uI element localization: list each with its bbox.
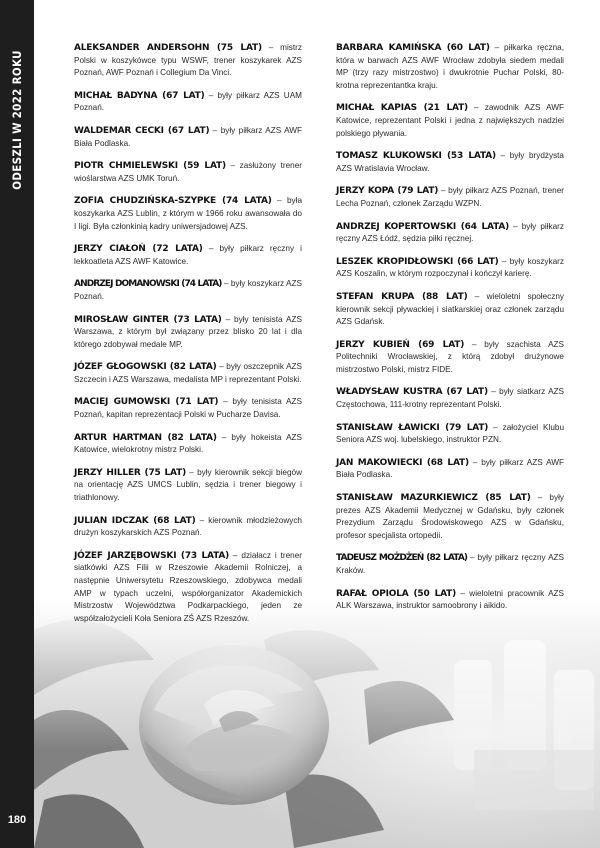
obituary-entry (74, 90, 302, 115)
person-description: – były kierownik sekcji biegów na orientację AZS UMCS Lublin, sędzia i trener biegowy i triathlonowy. (74, 467, 302, 503)
person-name: ALEKSANDER ANDERSOHN (75 LAT) (74, 43, 262, 53)
person-description: – były tenisista AZS Poznań, kapitan reprezentacji Polski w Pucharze Davisa. (74, 397, 302, 420)
person-description: – były oszczepnik AZS Szczecin i AZS Warszawa, medalista MP i reprezentant Polski. (74, 362, 302, 384)
person-name: ARTUR HARTMAN (82 LATA) (74, 432, 217, 443)
obituary-entry (74, 278, 302, 303)
person-description: – były prezes AZS Akademii Medycznej w Gdańsku, były członek Prezydium Zarządu Środowiskowego AZS w Gdańsku, profesor specjalista ortopedii. (336, 493, 564, 540)
person-description: – były siatkarz AZS Częstochowa, 111-krotny reprezentant Polski. (336, 387, 564, 410)
obituary-entry (336, 552, 564, 577)
obituary-entry (74, 550, 302, 626)
person-description: – kierownik młodzieżowych drużyn koszykarskich AZS Poznań. (74, 515, 302, 538)
person-name: JERZY CIAŁOŃ (72 LATA) (74, 244, 203, 255)
person-description: – działacz i trener siatkówki AZS Filii w Rzeszowie Akademii Rolniczej, a następnie Uniwersytetu Rzeszowskiego, zdobywca medali AMP w typach uczelni, współorganizator Akademickich Mistrzostw Województwa Podkarpackiego, jeden ze współzałożycieli Koła Seniora ZŚ AZS Rzeszów. (74, 550, 302, 623)
obituary-entry (336, 42, 564, 92)
person-description: – mistrz Polski w koszykówce typu WSWF, trener koszykarek AZS Poznań, AWF Poznań i Collegium Da Vinci. (74, 43, 302, 78)
obituary-entry (336, 588, 564, 613)
obituary-entry (336, 256, 564, 281)
obituary-entry (336, 221, 564, 246)
person-name: STANISŁAW MAZURKIEWICZ (85 LAT) (336, 493, 531, 504)
person-description: – była koszykarka AZS Lublin, z którym w 1966 roku awansowała do I ligi. Była członkinią kadry uniwersjadowej AZS. (74, 196, 302, 231)
person-name: MICHAŁ KAPIAS (21 LAT) (336, 103, 468, 114)
person-description: – zawodnik AZS AWF Katowice, reprezentant Polski i jedna z największych nadziei polskiego pływania. (336, 103, 564, 138)
obituary-column-right (336, 42, 564, 623)
person-description: – były piłkarz ręczny AZS Łódź, sędzia piłki ręcznej. (336, 221, 564, 244)
obituary-entry (74, 243, 302, 268)
person-description: – założyciel Klubu Seniora AZS woj. lubelskiego, instruktor PZN. (336, 422, 564, 445)
obituary-entry (74, 396, 302, 421)
obituary-entry (336, 291, 564, 329)
person-name: JAN MAKOWIECKI (68 LAT) (336, 457, 469, 468)
person-name: RAFAŁ OPIOLA (50 LAT) (336, 588, 457, 599)
obituary-entry (74, 361, 302, 386)
section-title-text: ODESZLI W 2022 ROKU (10, 50, 25, 190)
person-description: – były piłkarz ręczny AZS Kraków. (336, 553, 564, 575)
side-tab (0, 0, 34, 848)
obituary-entry (74, 195, 302, 233)
obituary-entry (74, 314, 302, 352)
person-name: ANDRZEJ KOPERTOWSKI (64 LATA) (336, 221, 510, 232)
person-name: WŁADYSŁAW KUSTRA (67 LAT) (336, 387, 488, 398)
person-description: – były hokeista AZS Katowice, wielokrotny mistrz Polski. (74, 432, 302, 455)
obituary-entry (336, 150, 564, 175)
person-name: JERZY HILLER (75 LAT) (74, 467, 186, 478)
person-description: – były piłkarz AZS Poznań, trener Lecha Poznań, członek Zarządu WZPN. (336, 186, 564, 208)
person-name: JULIAN IDCZAK (68 LAT) (74, 515, 196, 526)
obituary-entry (336, 339, 564, 377)
person-description: – były piłkarz ręczny i lekkoatleta AZS AWF Katowice. (74, 244, 302, 266)
obituary-entry (74, 42, 302, 80)
person-name: JÓZEF GŁOGOWSKI (82 LATA) (74, 362, 217, 373)
person-name: MACIEJ GUMOWSKI (71 LAT) (74, 397, 219, 408)
person-description: – były piłkarz AZS AWF Biała Podlaska. (336, 457, 564, 480)
page-number: 180 (7, 814, 27, 826)
person-name: STANISŁAW ŁAWICKI (79 LAT) (336, 422, 489, 433)
obituary-entry (336, 102, 564, 140)
obituary-entry (336, 185, 564, 210)
obituary-entry (74, 160, 302, 185)
person-name: LESZEK KROPIDŁOWSKI (66 LAT) (336, 256, 499, 267)
person-description: – były koszykarz AZS Poznań. (74, 279, 302, 301)
obituary-entry (74, 515, 302, 540)
obituary-column-left (74, 42, 302, 635)
person-description: – były brydżysta AZS Wratislavia Wrocław. (336, 151, 564, 173)
person-name: JÓZEF JARZĘBOWSKI (73 LATA) (74, 550, 230, 561)
obituary-entry (336, 422, 564, 447)
person-name: MICHAŁ BADYNA (67 LAT) (74, 90, 205, 101)
person-name: ANDRZEJ DOMANOWSKI (74 LATA) (74, 279, 222, 290)
person-description: – wieloletni pracownik AZS ALK Warszawa, instruktor samoobrony i aikido. (336, 588, 564, 611)
person-description: – piłkarka ręczna, która w barwach AZS AWF Wrocław zdobyła siedem medali MP (trzy razy mistrzostwo) i dwukrotnie Puchar Polski, 80-krotna reprezentantka kraju. (336, 43, 564, 90)
person-name: PIOTR CHMIELEWSKI (59 LAT) (74, 161, 226, 172)
section-title (0, 30, 34, 210)
person-description: – były szachista AZS Politechniki Wrocławskiej, z którą zdobył drużynowe mistrzostwo Polski, mistrz FIDE. (336, 339, 564, 374)
person-description: – były tenisista AZS Warszawa, z którym był związany przez blisko 20 lat i dla którego zdobywał medale MP. (74, 314, 302, 349)
obituary-entry (74, 125, 302, 150)
person-name: TADEUSZ MOŻDŻEŃ (82 LATA) (336, 553, 468, 564)
rose-photo (34, 600, 600, 848)
person-name: MIROSŁAW GINTER (73 LATA) (74, 314, 222, 325)
obituary-entry (336, 457, 564, 482)
person-name: JERZY KUBIEŃ (69 LAT) (336, 339, 465, 350)
person-name: WALDEMAR CECKI (67 LAT) (74, 125, 210, 136)
person-description: – wieloletni społeczny kierownik sekcji pływackiej i siatkarskiej oraz członek zarządu AZS Gdańsk. (336, 291, 565, 327)
obituary-entry (74, 432, 302, 457)
person-name: STEFAN KRUPA (88 LAT) (336, 291, 468, 302)
person-name: TOMASZ KLUKOWSKI (53 LATA) (336, 151, 496, 162)
person-description: – były piłkarz AZS AWF Biała Podlaska. (74, 125, 302, 148)
obituary-entry (336, 492, 564, 542)
person-description: – były piłkarz AZS UAM Poznań. (74, 90, 303, 113)
rose-illustration (34, 600, 600, 848)
obituary-entry (74, 467, 302, 505)
person-description: – były koszykarz AZS Koszalin, w którym rozpoczynał i kończył karierę. (336, 256, 564, 279)
person-name: ZOFIA CHUDZIŃSKA-SZYPKE (74 LATA) (74, 196, 272, 207)
person-name: JERZY KOPA (79 LAT) (336, 186, 439, 197)
person-description: – zasłużony trener wioślarstwa AZS UMK Toruń. (74, 161, 302, 183)
obituary-entry (336, 386, 564, 411)
person-name: BARBARA KAMIŃSKA (60 LAT) (336, 43, 490, 53)
